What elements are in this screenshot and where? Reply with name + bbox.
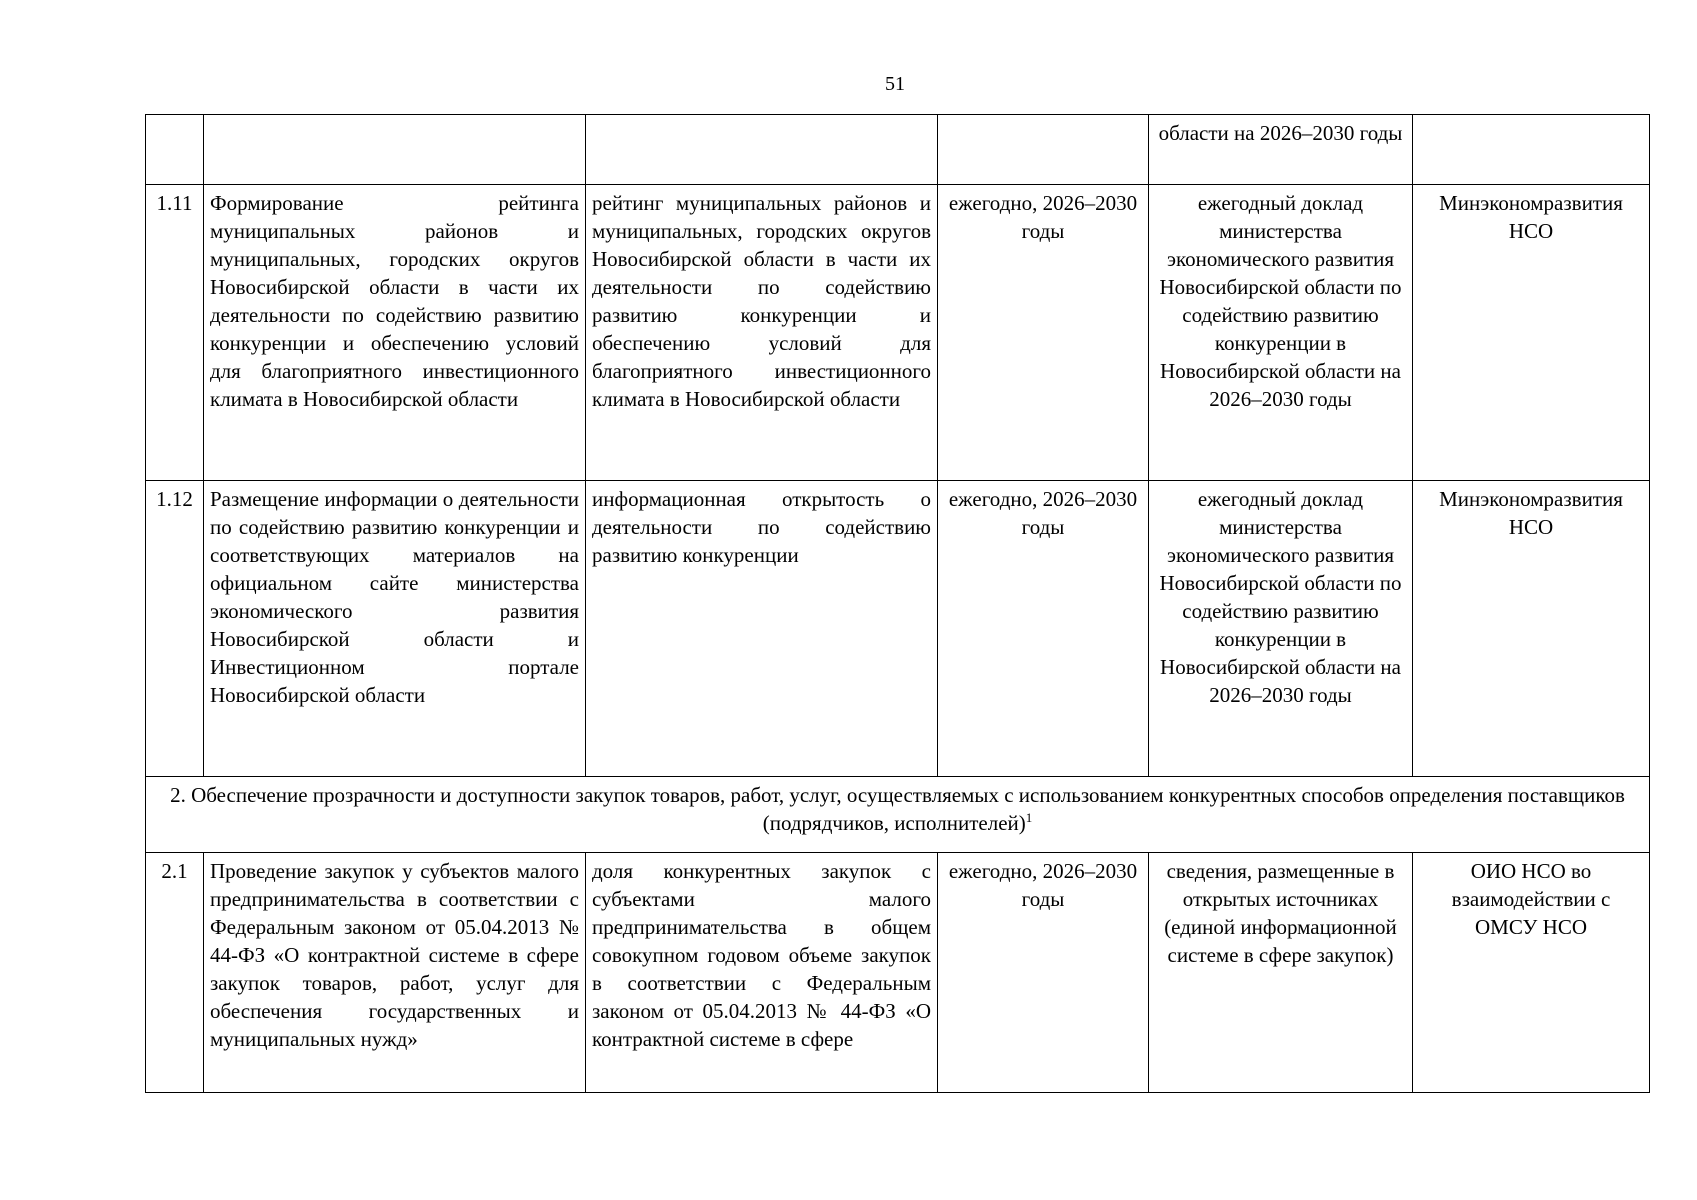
result-cell: сведения, размещенные в открытых источниках (единой информационной системе в сфере закупок) (1149, 853, 1413, 1093)
indicator-cell: доля конкурентных закупок с субъектами малого предпринимательства в общем совокупном годовом объеме закупок в соответствии с Федеральным законом от 05.04.2013 № 44-ФЗ «О контрактной системе в сфере (586, 853, 938, 1093)
measure-cell: Проведение закупок у субъектов малого предпринимательства в соответствии с Федеральным законом от 05.04.2013 № 44-ФЗ «О контрактной системе в сфере закупок товаров, работ, услуг для обеспечения государственных и муниципальных нужд» (204, 853, 586, 1093)
row-number: 2.1 (146, 853, 204, 1093)
term-cell: ежегодно, 2026–2030 годы (938, 185, 1149, 481)
responsible-cell (1413, 115, 1650, 185)
indicator-cell: рейтинг муниципальных районов и муниципальных, городских округов Новосибирской области в части их деятельности по содействию развитию конкуренции и обеспечению условий для благоприятного инвестиционного климата в Новосибирской области (586, 185, 938, 481)
page-number: 51 (885, 73, 905, 95)
result-cell: ежегодный доклад министерства экономического развития Новосибирской области по содействию развитию конкуренции в Новосибирской области на 2026–2030 годы (1149, 481, 1413, 777)
indicator-cell (586, 115, 938, 185)
responsible-cell: Минэкономразвития НСО (1413, 185, 1650, 481)
section-title (146, 777, 1650, 853)
measures-table (145, 114, 1650, 1093)
row-number: 1.11 (146, 185, 204, 481)
indicator-cell: информационная открытость о деятельности по содействию развитию конкуренции (586, 481, 938, 777)
table-row (146, 185, 1650, 481)
term-cell: ежегодно, 2026–2030 годы (938, 481, 1149, 777)
row-number (146, 115, 204, 185)
result-cell: ежегодный доклад министерства экономического развития Новосибирской области по содействию развитию конкуренции в Новосибирской области на 2026–2030 годы (1149, 185, 1413, 481)
row-number: 1.12 (146, 481, 204, 777)
term-cell: ежегодно, 2026–2030 годы (938, 853, 1149, 1093)
result-cell: области на 2026–2030 годы (1149, 115, 1413, 185)
table-row (146, 115, 1650, 185)
section-title-text: 2. Обеспечение прозрачности и доступности закупок товаров, работ, услуг, осуществляемых с использованием конкурентных способов определения поставщиков (подрядчиков, исполнителей) (170, 783, 1625, 835)
term-cell (938, 115, 1149, 185)
measure-cell: Формирование рейтинга муниципальных районов и муниципальных, городских округов Новосибирской области в части их деятельности по содействию развитию конкуренции и обеспечению условий для благоприятного инвестиционного климата в Новосибирской области (204, 185, 586, 481)
section-header-row (146, 777, 1650, 853)
measure-cell: Размещение информации о деятельности по содействию развитию конкуренции и соответствующих материалов на официальном сайте министерства экономического развития Новосибирской области и Инвестиционном портале Новосибирской области (204, 481, 586, 777)
table-row (146, 481, 1650, 777)
table-row (146, 853, 1650, 1093)
footnote-marker: 1 (1025, 810, 1033, 825)
responsible-cell: Минэкономразвития НСО (1413, 481, 1650, 777)
measure-cell (204, 115, 586, 185)
responsible-cell: ОИО НСО во взаимодействии с ОМСУ НСО (1413, 853, 1650, 1093)
